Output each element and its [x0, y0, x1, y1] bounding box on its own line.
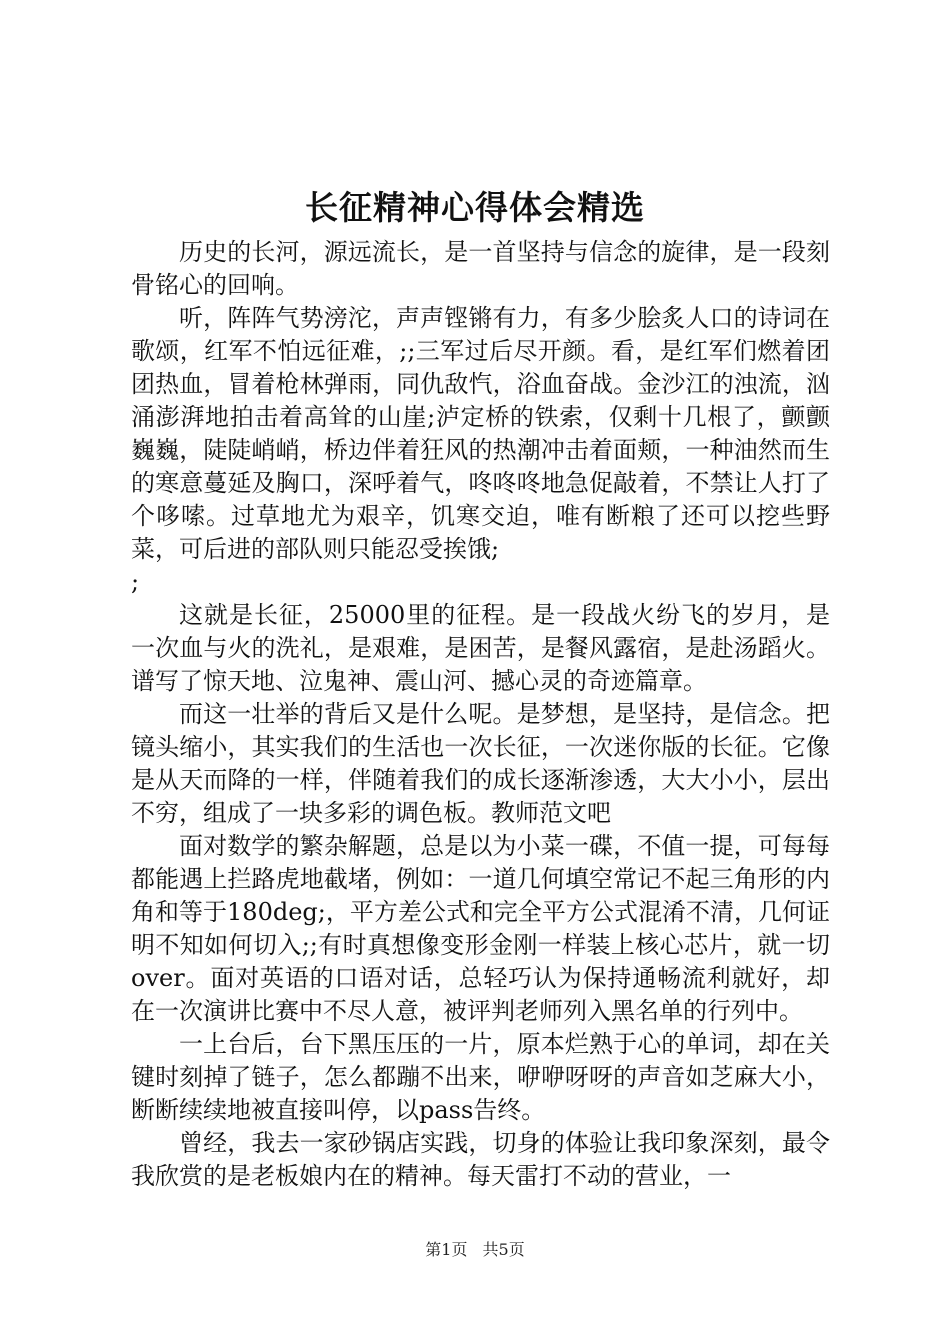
- page-number: 第1页: [425, 1240, 468, 1259]
- paragraph: 一上台后，台下黑压压的一片，原本烂熟于心的单词，却在关键时刻掉了链子，怎么都蹦不出来，咿咿呀呀的声音如芝麻大小，断断续续地被直接叫停，以pass告终。: [131, 1030, 830, 1124]
- paragraph: 曾经，我去一家砂锅店实践，切身的体验让我印象深刻，最令我欣赏的是老板娘内在的精神。每天雷打不动的营业，一: [131, 1129, 830, 1190]
- paragraph: 这就是长征，25000里的征程。是一段战火纷飞的岁月，是一次血与火的洗礼，是艰难，是困苦，是餐风露宿，是赴汤蹈火。谱写了惊天地、泣鬼神、震山河、撼心灵的奇迹篇章。: [131, 601, 830, 695]
- paragraph: 面对数学的繁杂解题，总是以为小菜一碟，不值一提，可每每都能遇上拦路虎地截堵，例如：一道几何填空常记不起三角形的内角和等于180deg;，平方差公式和完全平方公式混淆不清，几何证明不知如何切入;;有时真想像变形金刚一样装上核心芯片，就一切over。面对英语的口语对话，总轻巧认为保持通畅流利就好，却在一次演讲比赛中不尽人意，被评判老师列入黑名单的行列中。: [131, 832, 830, 1025]
- paragraph: 听，阵阵气势滂沱，声声铿锵有力，有多少脍炙人口的诗词在歌颂，红军不怕远征难，;;三军过后尽开颜。看，是红军们燃着团团热血，冒着枪林弹雨，同仇敌忾，浴血奋战。金沙江的浊流，汹涌澎湃地拍击着高耸的山崖;泸定桥的铁索，仅剩十几根了，颤颤巍巍，陡陡峭峭，桥边伴着狂风的热潮冲击着面颊，一种油然而生的寒意蔓延及胸口，深呼着气，咚咚咚地急促敲着，不禁让人打了个哆嗦。过草地尤为艰辛，饥寒交迫，唯有断粮了还可以挖些野菜，可后进的部队则只能忍受挨饿;: [131, 304, 830, 563]
- paragraph: 而这一壮举的背后又是什么呢。是梦想，是坚持，是信念。把镜头缩小，其实我们的生活也一次长征，一次迷你版的长征。它像是从天而降的一样，伴随着我们的成长逐渐渗透，大大小小，层出不穷，组成了一块多彩的调色板。教师范文吧: [131, 700, 830, 827]
- document-title: 长征精神心得体会精选: [305, 188, 645, 227]
- page-count: 共5页: [482, 1240, 525, 1259]
- document-body: [131, 236, 830, 1193]
- paragraph: 历史的长河，源远流长，是一首坚持与信念的旋律，是一段刻骨铭心的回响。: [131, 238, 830, 299]
- paragraph: ;: [131, 568, 140, 596]
- page-footer: [0, 1238, 950, 1262]
